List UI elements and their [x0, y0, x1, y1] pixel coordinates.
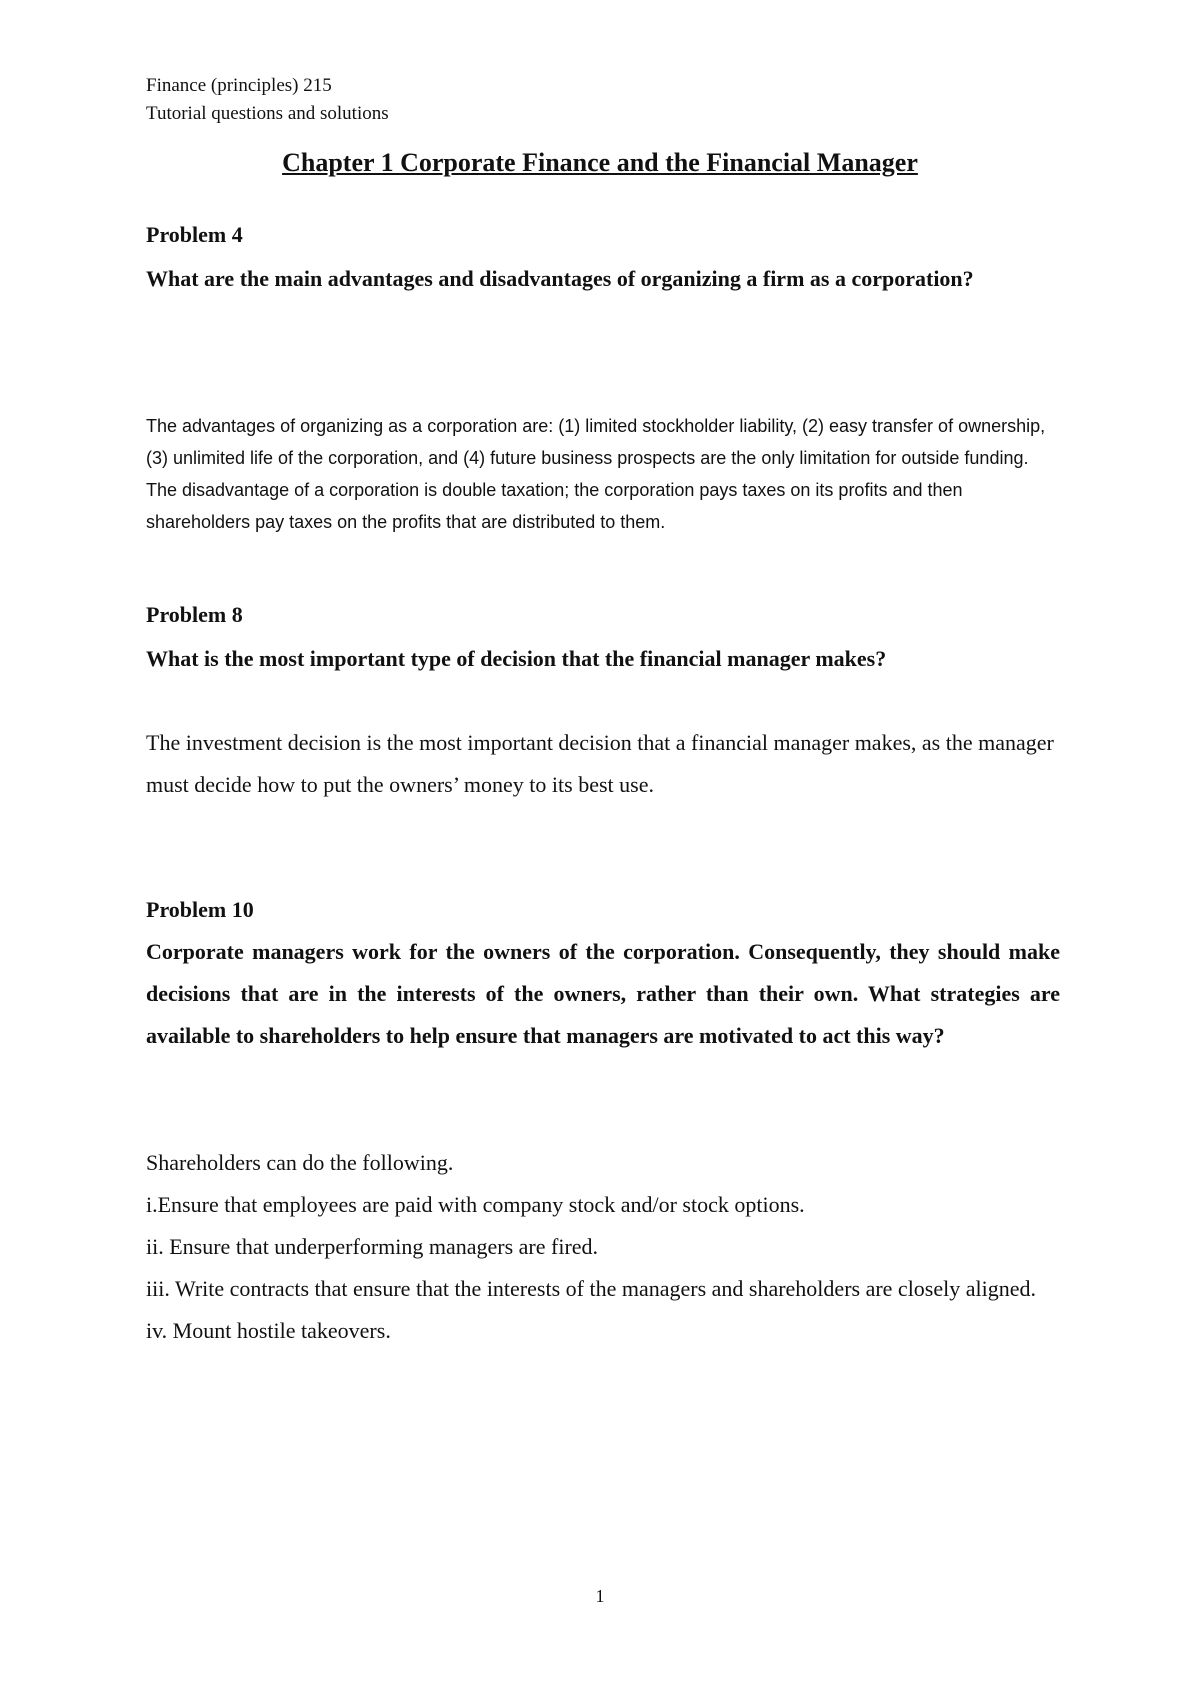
- answer-list-item: ii. Ensure that underperforming managers are fired.: [146, 1234, 599, 1259]
- course-name: Finance (principles) 215: [146, 75, 332, 96]
- problem-4-section: [146, 220, 1060, 300]
- problem-question: Corporate managers work for the owners of the corporation. Consequently, they should make decisions that are in the interests of the owners, rather than their own. What strategies are available to shareholders to help ensure that managers are motivated to act this way?: [146, 939, 1060, 1048]
- problem-question: What are the main advantages and disadvantages of organizing a firm as a corporation?: [146, 266, 974, 291]
- problem-10-answer: [146, 1142, 1060, 1352]
- problem-answer: The advantages of organizing as a corporation are: (1) limited stockholder liability, (2) easy transfer of ownership, (3) unlimited life of the corporation, and (4) future business prospects are the only limitation for outside funding. The disadvantage of a corporation is double taxation; the corporation pays taxes on its profits and then shareholders pay taxes on the profits that are distributed to them.: [146, 416, 1046, 532]
- answer-list-item: i.Ensure that employees are paid with company stock and/or stock options.: [146, 1192, 805, 1217]
- page-number: 1: [595, 1586, 605, 1606]
- answer-list-item: iv. Mount hostile takeovers.: [146, 1318, 391, 1343]
- document-header: [146, 72, 389, 128]
- problem-question: What is the most important type of decision that the financial manager makes?: [146, 646, 887, 671]
- chapter-title: Chapter 1 Corporate Finance and the Financial Manager: [282, 148, 918, 177]
- problem-8-section: [146, 600, 1060, 680]
- problem-10-section: [146, 895, 1060, 1057]
- answer-list-item: iii. Write contracts that ensure that the interests of the managers and shareholders are closely aligned.: [146, 1276, 1037, 1301]
- document-subtitle: Tutorial questions and solutions: [146, 103, 389, 124]
- problem-label: Problem 4: [146, 222, 243, 247]
- problem-answer: The investment decision is the most important decision that a financial manager makes, as the manager must decide how to put the owners’ money to its best use.: [146, 730, 1054, 797]
- problem-4-answer: [146, 410, 1060, 538]
- answer-intro: Shareholders can do the following.: [146, 1150, 454, 1175]
- problem-label: Problem 10: [146, 897, 254, 922]
- problem-label: Problem 8: [146, 602, 243, 627]
- problem-8-answer: [146, 722, 1060, 806]
